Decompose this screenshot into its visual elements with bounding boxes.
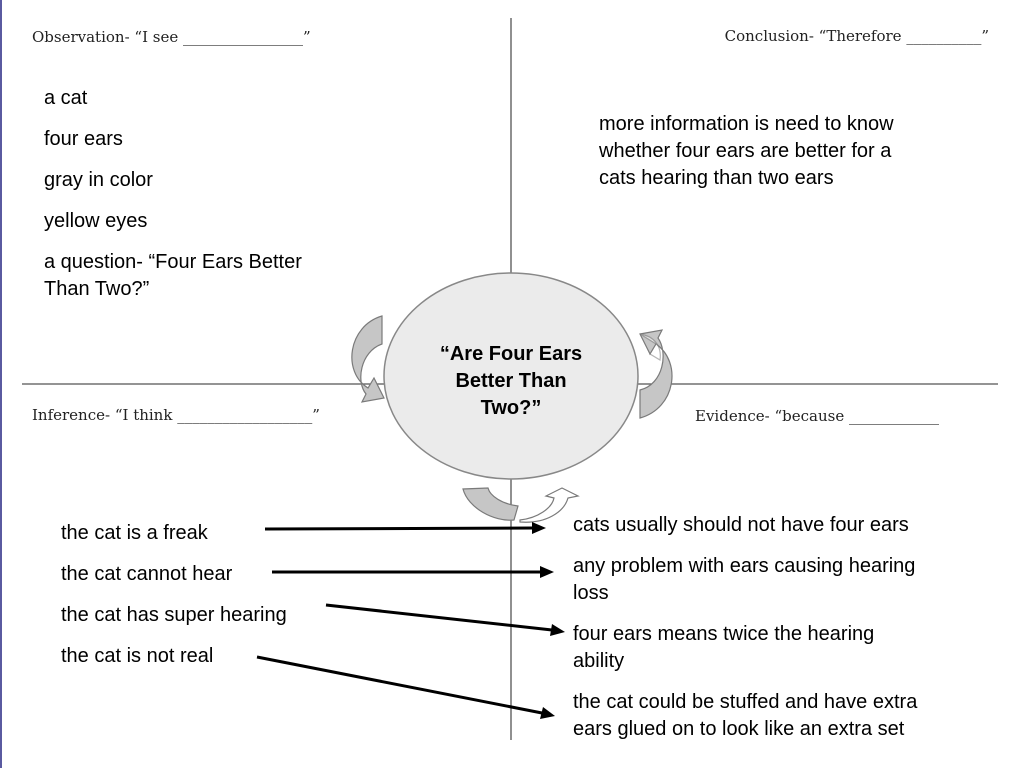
inference-item: the cat is a freak xyxy=(61,522,208,544)
conclusion-header: Conclusion- “Therefore __________” xyxy=(724,27,989,45)
inference-item: the cat cannot hear xyxy=(61,563,233,585)
observation-header: Observation- “I see ________________” xyxy=(32,28,311,46)
connector-arrow xyxy=(326,605,552,630)
center-question-line: Better Than xyxy=(455,370,567,392)
observation-item: a cat xyxy=(44,87,88,109)
arrowhead xyxy=(540,566,554,578)
arrowhead xyxy=(532,522,546,534)
cycle-arrow-bottom-right xyxy=(520,488,578,522)
observation-item: four ears xyxy=(44,128,123,150)
evidence-list xyxy=(573,514,918,740)
cycle-arrow-right xyxy=(640,330,672,418)
observation-item: gray in color xyxy=(44,169,153,191)
inference-item: the cat is not real xyxy=(61,645,214,667)
evidence-item: the cat could be stuffed and have extra xyxy=(573,691,918,713)
inference-list xyxy=(61,522,287,667)
observation-item-continued: Than Two?” xyxy=(44,278,150,300)
inference-item: the cat has super hearing xyxy=(61,604,287,626)
evidence-item-continued: ears glued on to look like an extra set xyxy=(573,718,905,740)
evidence-item: four ears means twice the hearing xyxy=(573,623,875,645)
observation-item: a question- “Four Ears Better xyxy=(44,251,302,273)
conclusion-line: cats hearing than two ears xyxy=(599,167,834,189)
conclusion-text xyxy=(598,113,894,189)
evidence-header: Evidence- “because ____________ xyxy=(695,407,939,425)
connector-arrows xyxy=(257,522,565,719)
center-question-line: Two?” xyxy=(480,397,542,419)
inference-header: Inference- “I think __________________” xyxy=(32,406,320,424)
observation-item: yellow eyes xyxy=(44,210,148,232)
cycle-arrow-left xyxy=(352,316,384,402)
arrowhead xyxy=(550,624,565,636)
connector-arrow xyxy=(265,528,533,529)
connector-arrow xyxy=(257,657,542,713)
conclusion-line: more information is need to know xyxy=(599,113,894,135)
arrowhead xyxy=(540,707,555,719)
conclusion-line: whether four ears are better for a xyxy=(599,140,892,162)
evidence-item-continued: loss xyxy=(573,582,609,604)
evidence-item: any problem with ears causing hearing xyxy=(573,555,916,577)
evidence-item-continued: ability xyxy=(573,650,625,672)
evidence-item: cats usually should not have four ears xyxy=(573,514,909,536)
center-question-line: “Are Four Ears xyxy=(439,343,583,365)
observation-list xyxy=(44,87,302,300)
cycle-arrow-bottom-left xyxy=(463,488,518,520)
